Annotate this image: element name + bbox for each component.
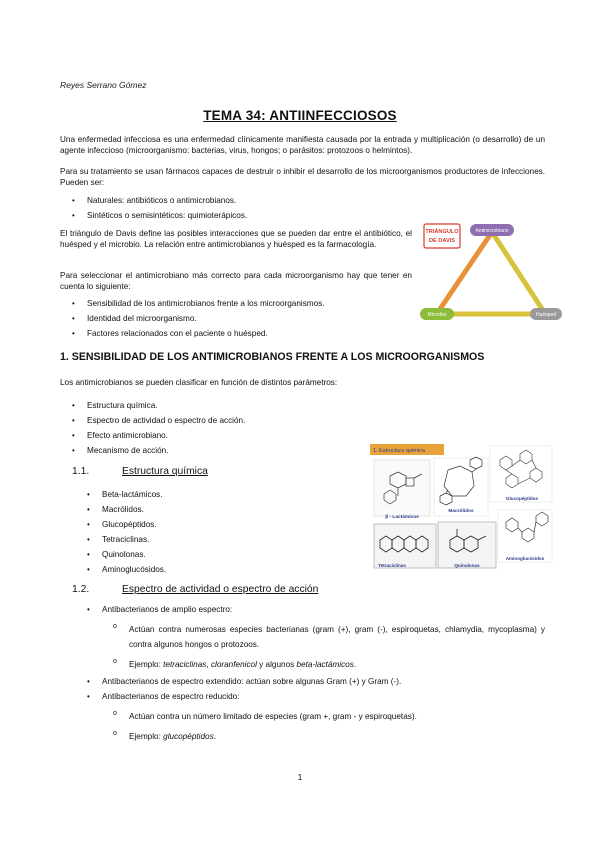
figure-banner-text: 1. Estructura química — [373, 448, 425, 454]
section-number: 1.2. — [72, 584, 90, 595]
selection-factors-list — [60, 296, 420, 341]
davis-title-line1: TRIÁNGULO — [425, 229, 459, 235]
node-huesped-label: Huésped — [535, 312, 557, 318]
tetracycline-panel — [374, 524, 436, 568]
list-item: • Espectro de actividad o espectro de acción. — [60, 413, 360, 428]
list-item: • Sensibilidad de los antimicrobianos frente a los microorganismos. — [60, 296, 420, 311]
reducido-label: Antibacterianos de espectro reducido: — [102, 692, 240, 701]
section-title: Espectro de actividad o espectro de acción — [122, 584, 319, 595]
reducido-sublist — [102, 706, 545, 746]
example-and: y algunos — [256, 660, 297, 669]
quinolone-panel — [438, 522, 496, 568]
sub-item-example — [102, 654, 545, 674]
example-end: . — [353, 660, 357, 669]
glycopeptide-label: Glucopéptidos — [505, 496, 539, 501]
example-lead: Ejemplo: — [129, 660, 164, 669]
example-lead: Ejemplo: — [129, 732, 164, 741]
list-item: • Quinolonas. — [75, 547, 275, 562]
intro-paragraph-1: Una enfermedad infecciosa es una enfermedad clínicamente manifiesta causada por la entrada y multiplicación (o desarrollo) de un agente infeccioso (microorganismo: bacterias, virus, hongos; o parásitos: protozoos o helmintos). — [60, 135, 545, 156]
list-item: • Factores relacionados con el paciente o huésped. — [60, 326, 420, 341]
tetracycline-label: Tetraciclinas — [378, 563, 406, 568]
page-number: 1 — [297, 772, 303, 782]
davis-triangle-diagram — [418, 218, 564, 328]
sub-item: o Actúan contra numerosas especies bacterianas (gram (+), gram (-), espiroquetas, chlamydia, mycoplasma) y contra algunos hongos o protozoos. — [102, 619, 545, 654]
list-item: • Aminoglucósidos. — [75, 562, 275, 577]
davis-title-box — [424, 224, 460, 248]
list-item: • Estructura química. — [60, 398, 360, 413]
glycopeptide-panel — [490, 446, 552, 502]
classification-params-list — [60, 398, 360, 458]
list-item: • Tetraciclinas. — [75, 532, 275, 547]
example-cloranfenicol: cloranfenicol — [210, 660, 257, 669]
node-antimicrobiano-label: Antimicrobiano — [475, 228, 509, 234]
sub-item: o Actúan contra un número limitado de especies (gram +, gram - y espiroquetas). — [102, 706, 545, 726]
list-item: • Mecanismo de acción. — [60, 443, 360, 458]
chemical-structure-list — [75, 487, 275, 577]
example-glucopeptidos: glucopéptidos — [163, 732, 214, 741]
quinolone-label: Quinolonas — [454, 563, 480, 568]
list-item: • Sintéticos o semisintéticos: quimioterápicos. — [60, 208, 540, 223]
section-1-1-heading — [72, 466, 208, 477]
chemical-structures-figure — [370, 444, 554, 575]
right-edge — [492, 232, 544, 312]
author-name: Reyes Serrano Gómez — [60, 80, 147, 90]
intro-paragraph-3: El triángulo de Davis define las posibles interacciones que se pueden dar entre el antibiótico, el huésped y el microbio. La relación entre antimicrobianos y huésped es la farmacología. — [60, 229, 412, 250]
intro-paragraph-4: Para seleccionar el antimicrobiano más correcto para cada microorganismo hay que tener en cuenta lo siguiente: — [60, 271, 412, 292]
example-beta-lactamicos: beta-lactámicos — [296, 660, 354, 669]
section-1-2-heading — [72, 584, 318, 595]
beta-lactam-panel — [374, 460, 430, 516]
example-tetraciclinas: tetraciclinas — [163, 660, 207, 669]
amplio-sublist — [102, 619, 545, 674]
intro-paragraph-2: Para su tratamiento se usan fármacos capaces de destruir o inhibir el desarrollo de los microorganismos productores de infecciones. Pueden ser: — [60, 167, 545, 188]
sub-item-example — [102, 726, 545, 746]
davis-title-line2: DE DAVIS — [428, 238, 456, 244]
macrolide-label: Macrólidos — [448, 509, 474, 514]
list-item: • Beta-lactámicos. — [75, 487, 275, 502]
example-end: . — [213, 732, 216, 741]
amplio-label: Antibacterianos de amplio espectro: — [102, 605, 233, 614]
aminoglycoside-panel — [498, 510, 552, 562]
list-item-extendido: • Antibacterianos de espectro extendido: actúan sobre algunas Gram (+) y Gram (-). — [75, 674, 545, 689]
section-title: Estructura química — [122, 466, 208, 477]
list-item: • Identidad del microorganismo. — [60, 311, 420, 326]
list-item: • Naturales: antibióticos o antimicrobianos. — [60, 193, 540, 208]
example-sep: , — [206, 660, 211, 669]
node-microbio-label: Microbio — [427, 312, 447, 318]
aminoglycoside-label: Aminoglucósidos — [505, 556, 545, 561]
list-item-amplio — [75, 602, 545, 674]
section-1-heading: 1. SENSIBILIDAD DE LOS ANTIMICROBIANOS FRENTE A LOS MICROORGANISMOS — [60, 351, 485, 363]
section-number: 1.1. — [72, 466, 90, 477]
beta-lactam-label: β - Lactámicos — [385, 515, 419, 520]
list-item: • Glucopéptidos. — [75, 517, 275, 532]
list-item: • Macrólidos. — [75, 502, 275, 517]
section-1-intro: Los antimicrobianos se pueden clasificar en función de distintos parámetros: — [60, 378, 338, 387]
list-item-reducido — [75, 689, 545, 746]
list-item: • Efecto antimicrobiano. — [60, 428, 360, 443]
spectrum-list — [75, 602, 545, 746]
page-title: TEMA 34: ANTIINFECCIOSOS — [203, 108, 397, 123]
